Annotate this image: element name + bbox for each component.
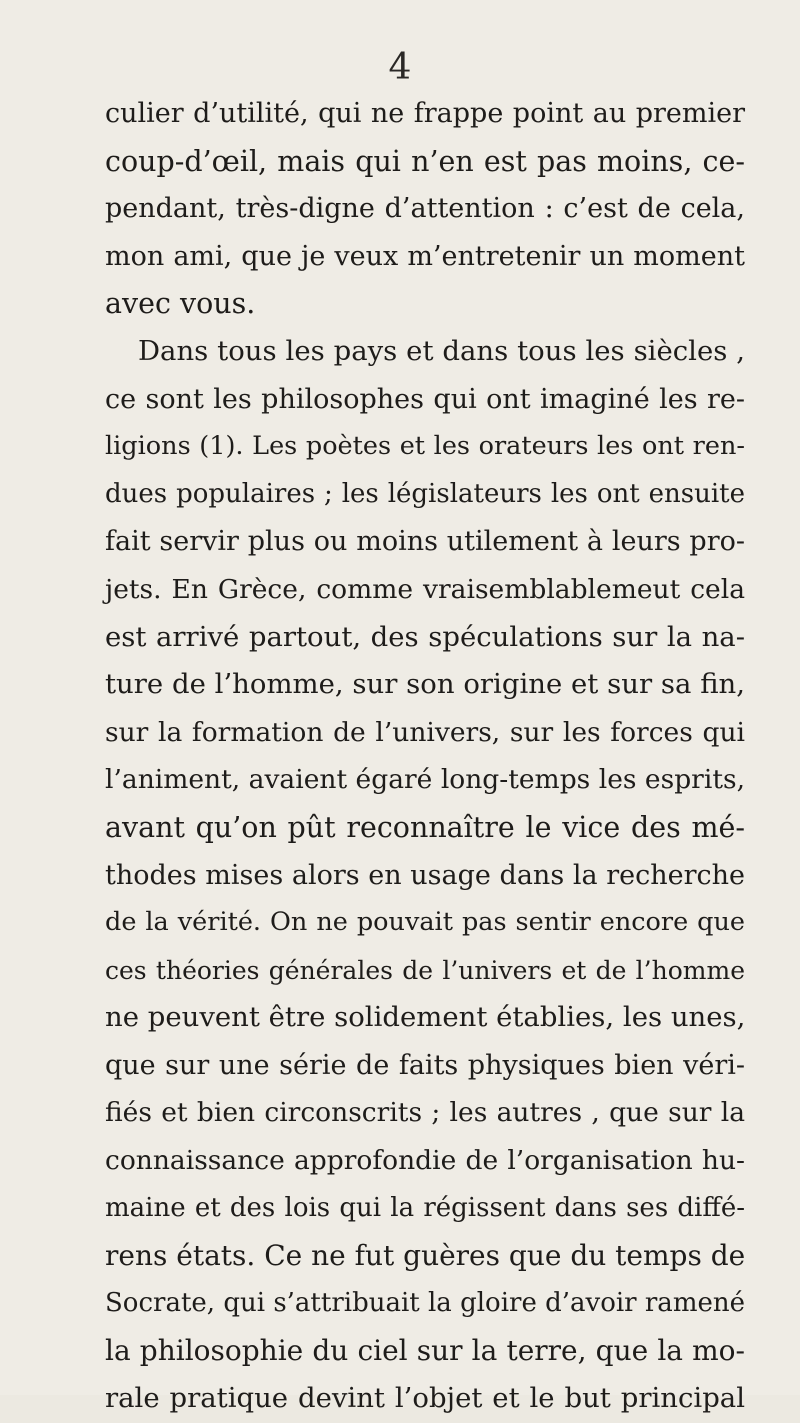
text-line: ce sont les philosophes qui ont imaginé les re- [105, 383, 745, 415]
text-line: que sur une série de faits physiques bien véri- [105, 1049, 745, 1081]
text-line: ture de l’homme, sur son origine et sur sa fin, [105, 668, 745, 701]
text-line: rens états. Ce ne fut guères que du temps de [105, 1239, 746, 1273]
text-line: ne peuvent être solidement établies, les unes, [105, 1001, 746, 1034]
text-line: mon ami, que je veux m’entretenir un moment [105, 240, 745, 272]
text-line: thodes mises alors en usage dans la recherche [105, 859, 745, 891]
page-number: 4 [388, 47, 412, 88]
text-line: pendant, très-digne d’attention : c’est de cela, [105, 193, 745, 225]
text-line: sur la formation de l’univers, sur les forces qui [105, 716, 745, 748]
text-line: est arrivé partout, des spéculations sur la na- [105, 620, 745, 653]
text-line: fait servir plus ou moins utilement à leurs pro- [105, 526, 745, 558]
text-line: maine et des lois qui la régissent dans ses diffé- [105, 1192, 745, 1223]
text-line: Dans tous les pays et dans tous les siècles , [138, 334, 745, 367]
body-text [105, 90, 745, 1423]
text-line: ligions (1). Les poètes et les orateurs les ont ren- [105, 431, 745, 462]
text-line: avant qu’on pût reconnaître le vice des mé- [105, 810, 745, 844]
text-line: culier d’utilité, qui ne frappe point au premier [105, 98, 745, 129]
text-line: rale pratique devint l’objet et le but principal [105, 1382, 745, 1415]
text-line: Socrate, qui s’attribuait la gloire d’avoir ramené [105, 1287, 745, 1318]
text-line: ces théories générales de l’univers et de l’homme [105, 955, 745, 985]
text-line: dues populaires ; les législateurs les ont ensuite [105, 478, 745, 509]
text-line: de la vérité. On ne pouvait pas sentir encore que [105, 907, 745, 938]
text-line: jets. En Grèce, comme vraisemblablemeut cela [105, 573, 745, 605]
text-line: connaissance approfondie de l’organisation hu- [105, 1145, 745, 1177]
text-line: coup-d’œil, mais qui n’en est pas moins, ce- [105, 144, 745, 178]
text-line: fiés et bien circonscrits ; les autres , que sur la [105, 1097, 745, 1129]
text-line: avec vous. [105, 287, 256, 321]
text-line: la philosophie du ciel sur la terre, que la mo- [105, 1334, 745, 1368]
text-line: l’animent, avaient égaré long-temps les esprits, [105, 764, 745, 796]
